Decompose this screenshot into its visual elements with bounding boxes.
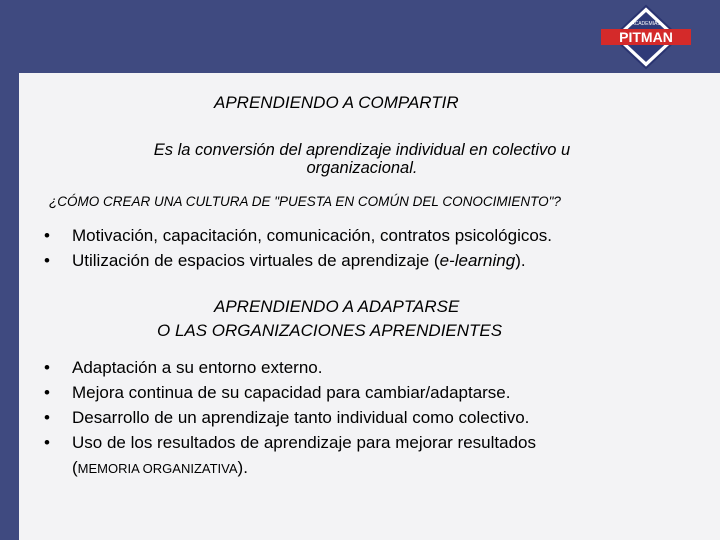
bullet-icon: •	[44, 433, 50, 452]
pitman-logo	[601, 4, 691, 70]
section2-bullet-list	[44, 355, 536, 481]
section1-bullet-list	[44, 223, 552, 273]
bullet-text: Desarrollo de un aprendizaje tanto individual como colectivo.	[72, 408, 530, 427]
bullet-text-end: ).	[515, 251, 526, 270]
elearning-term: e-learning	[439, 251, 516, 270]
list-item	[44, 405, 536, 430]
list-item	[44, 223, 552, 248]
section2-title-line-1: APRENDIENDO A ADAPTARSE	[214, 297, 460, 316]
note-close: ).	[237, 458, 248, 477]
bullet-text: Motivación, capacitación, comunicación, contratos psicológicos.	[72, 226, 553, 245]
bullet-text: Adaptación a su entorno externo.	[72, 358, 323, 377]
bullet-icon: •	[44, 383, 50, 402]
left-frame-bar	[0, 0, 19, 540]
list-item	[44, 380, 536, 405]
bullet-text: Utilización de espacios virtuales de aprendizaje (	[72, 251, 440, 270]
intro-line-2: organizacional.	[306, 159, 418, 177]
bullet-icon: •	[44, 251, 50, 270]
logo-top-text: ACADEMIAS	[631, 21, 661, 27]
question-text: ¿CÓMO CREAR UNA CULTURA DE "PUESTA EN COMÚN DEL CONOCIMIENTO"?	[49, 194, 561, 209]
list-item	[44, 355, 536, 380]
logo-brand-text: PITMAN	[619, 29, 673, 45]
section1-title: APRENDIENDO A COMPARTIR	[214, 93, 459, 112]
bullet-icon: •	[44, 408, 50, 427]
bullet-icon: •	[44, 358, 50, 377]
bullet-text: Mejora continua de su capacidad para cambiar/adaptarse.	[72, 383, 511, 402]
section2-title-line-2: O LAS ORGANIZACIONES APRENDIENTES	[157, 321, 503, 340]
memoria-organizativa-note: MEMORIA ORGANIZATIVA	[77, 461, 238, 476]
list-item-continuation	[44, 455, 536, 481]
bullet-icon: •	[44, 226, 50, 245]
note-open: (	[72, 458, 78, 477]
list-item	[44, 430, 536, 455]
intro-line-1: Es la conversión del aprendizaje individual en colectivo u	[153, 141, 571, 159]
list-item	[44, 248, 552, 273]
bullet-text: Uso de los resultados de aprendizaje para mejorar resultados	[72, 433, 536, 452]
